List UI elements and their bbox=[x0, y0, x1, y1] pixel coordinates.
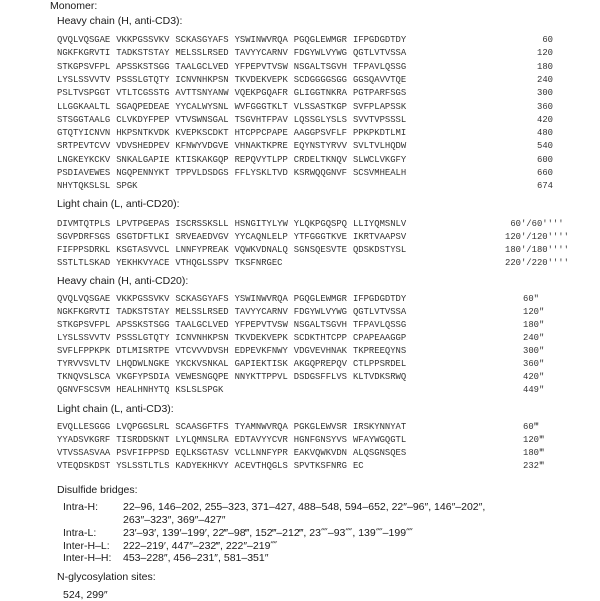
residue-number: 60″ bbox=[523, 294, 539, 304]
sequence-block: SCKASGYAFS bbox=[175, 294, 229, 304]
sequence-block: SCSVMHEALH bbox=[352, 168, 407, 178]
sequence-block: LNNFYPREAK bbox=[175, 245, 229, 255]
sequence-block: LYLQMNSLRA bbox=[175, 435, 229, 445]
sequence-block: EDPEVKFNWY bbox=[234, 346, 288, 356]
monomer-title: Monomer: bbox=[50, 0, 98, 12]
sequence-line bbox=[57, 345, 545, 358]
sequence-block: HKPSNTKVDK bbox=[116, 128, 170, 139]
residue-number: 600 bbox=[537, 154, 553, 165]
sequence-block: YKCKVSNKAL bbox=[175, 359, 229, 369]
sequence-block: TAVYYCARNV bbox=[234, 307, 288, 317]
sequence-block: DTLMISRTPE bbox=[116, 346, 170, 356]
light-chain-cd3-title: Light chain (L, anti-CD3): bbox=[57, 403, 174, 415]
sequence-line bbox=[57, 332, 545, 345]
sequence-block: PSLTVSPGGT bbox=[57, 88, 111, 99]
disulfide-value-intra-l: 23′–93′, 139′–199′, 22‴–98‴, 152‴–212‴, 23⁗–93⁗, 139⁗–199⁗ bbox=[123, 527, 413, 539]
sequence-line bbox=[57, 421, 539, 434]
sequence-block: LLIYQMSNLV bbox=[352, 219, 407, 229]
sequence-line bbox=[57, 257, 569, 270]
sequence-block: QVQLVQSGAE bbox=[57, 294, 111, 304]
sequence-line bbox=[57, 154, 553, 167]
sequence-block: VQWKVDNALQ bbox=[234, 245, 288, 255]
sequence-block: TFPAVLQSSG bbox=[352, 61, 407, 72]
sequence-block: TISRDDSKNT bbox=[116, 435, 170, 445]
sequence-line bbox=[57, 167, 553, 180]
sequence-block: NGQPENNYKT bbox=[116, 168, 170, 178]
sequence-block: LYSLSSVVTV bbox=[57, 333, 111, 343]
sequence-block: TYRVVSVLTV bbox=[57, 359, 111, 369]
sequence-block: DIVMTQTPLS bbox=[57, 219, 111, 229]
sequence-block: PGTPARFSGS bbox=[352, 88, 407, 99]
glycosylation-value: 524, 299″ bbox=[63, 589, 108, 601]
sequence-block: QGTLVTVSSA bbox=[352, 307, 407, 317]
sequence-block: LYSLSSVVTV bbox=[57, 74, 111, 85]
sequence-block: VLSSASTKGP bbox=[293, 101, 348, 112]
sequence-block: YSLSSTLTLS bbox=[116, 461, 170, 471]
sequence-block: TYAMNWVRQA bbox=[234, 422, 288, 432]
sequence-block: YLQKPGQSPQ bbox=[293, 219, 348, 229]
sequence-block: SLWCLVKGFY bbox=[352, 154, 407, 165]
sequence-block: GTQTYICNVN bbox=[57, 128, 111, 139]
sequence-block: SCDGGGGSGG bbox=[293, 74, 348, 85]
sequence-block: HEALHNHYTQ bbox=[116, 385, 170, 395]
sequence-block: YYCALWYSNL bbox=[175, 101, 229, 112]
sequence-line bbox=[57, 87, 553, 100]
sequence-block: YFPEPVTVSW bbox=[234, 320, 288, 330]
heavy-chain-cd3-title: Heavy chain (H, anti-CD3): bbox=[57, 15, 183, 27]
sequence-block: SPGK bbox=[116, 181, 138, 192]
sequence-block: FDGYWLVYWG bbox=[293, 307, 348, 317]
sequence-block: YSWINWVRQA bbox=[234, 294, 288, 304]
heavy-chain-cd20-title: Heavy chain (H, anti-CD20): bbox=[57, 275, 189, 287]
sequence-block: STSGGTAALG bbox=[57, 114, 111, 125]
sequence-block: IFPGDGDTDY bbox=[352, 35, 407, 45]
sequence-block: IKRTVAAPSV bbox=[352, 232, 407, 242]
sequence-block: ICNVNHKPSN bbox=[175, 333, 229, 343]
sequence-block: NNYKTTPPVL bbox=[234, 372, 288, 382]
sequence-block: SPVTKSFNRG bbox=[293, 461, 348, 471]
sequence-block: TPPVLDSDGS bbox=[175, 168, 229, 178]
disulfide-label-inter-hh: Inter-H–H: bbox=[63, 552, 112, 564]
sequence-line bbox=[57, 218, 564, 231]
sequence-block: VHNAKTKPRE bbox=[234, 141, 288, 152]
sequence-block: SVFLFPPKPK bbox=[57, 346, 111, 356]
sequence-line bbox=[57, 371, 545, 384]
sequence-block: TAVYYCARNV bbox=[234, 48, 288, 59]
sequence-line bbox=[57, 74, 553, 87]
sequence-block: YTFGGGTKVE bbox=[293, 232, 348, 242]
sequence-block: DSDGSFFLVS bbox=[293, 372, 348, 382]
sequence-block: NHYTQKSLSL bbox=[57, 181, 111, 192]
sequence-block: YYADSVKGRF bbox=[57, 435, 111, 445]
sequence-block: TKVDEKVEPK bbox=[234, 74, 288, 85]
sequence-block: WVFGGGTKLT bbox=[234, 101, 288, 112]
sequence-line bbox=[57, 447, 545, 460]
sequence-block: ALQSGNSQES bbox=[352, 448, 407, 458]
sequence-block: LPVTPGEPAS bbox=[116, 219, 170, 229]
sequence-block: VTLTCGSSTG bbox=[116, 88, 170, 99]
residue-number: 120′/120′′′′ bbox=[505, 232, 569, 242]
sequence-block: AAGGPSVFLF bbox=[293, 128, 348, 139]
sequence-line bbox=[57, 434, 545, 447]
residue-number: 540 bbox=[537, 141, 553, 152]
residue-number: 60‴ bbox=[523, 422, 539, 432]
sequence-block: QGTLVTVSSA bbox=[352, 48, 407, 59]
sequence-line bbox=[57, 319, 545, 332]
sequence-block: QDSKDSTYSL bbox=[352, 245, 407, 255]
residue-number: 300″ bbox=[523, 346, 545, 356]
sequence-line bbox=[57, 101, 553, 114]
glycosylation-title: N-glycosylation sites: bbox=[57, 571, 156, 583]
sequence-line bbox=[57, 231, 569, 244]
sequence-block: SGAQPEDEAE bbox=[116, 101, 170, 112]
sequence-block: KSGTASVVCL bbox=[116, 245, 170, 255]
sequence-block: MELSSLRSED bbox=[175, 307, 229, 317]
sequence-block: TFPAVLQSSG bbox=[352, 320, 407, 330]
residue-number: 120″ bbox=[523, 307, 545, 317]
disulfide-value-inter-hl: 222–219′, 447″–232‴, 222″–219⁗ bbox=[123, 540, 278, 552]
sequence-block: SNKALGAPIE bbox=[116, 154, 170, 165]
sequence-line bbox=[57, 127, 553, 140]
sequence-block: MELSSLRSED bbox=[175, 48, 229, 59]
sequence-block: ACEVTHQGLS bbox=[234, 461, 288, 471]
sequence-block: NSGALTSGVH bbox=[293, 320, 348, 330]
sequence-block: HTCPPCPAPE bbox=[234, 128, 288, 139]
sequence-block: TAALGCLVED bbox=[175, 320, 229, 330]
sequence-block: SVVTVPSSSL bbox=[352, 114, 407, 125]
sequence-block: GAPIEKTISK bbox=[234, 359, 288, 369]
sequence-block: HGNFGNSYVS bbox=[293, 435, 348, 445]
sequence-line bbox=[57, 34, 553, 47]
sequence-block: KADYEKHKVY bbox=[175, 461, 229, 471]
sequence-block: WFAYWGQGTL bbox=[352, 435, 407, 445]
sequence-block: FIFPPSDRKL bbox=[57, 245, 111, 255]
sequence-block: ICNVNHKPSN bbox=[175, 74, 229, 85]
sequence-block: SVLTVLHQDW bbox=[352, 141, 407, 152]
sequence-block: STKGPSVFPL bbox=[57, 320, 111, 330]
sequence-block: PPKPKDTLMI bbox=[352, 128, 407, 139]
sequence-block: VEWESNGQPE bbox=[175, 372, 229, 382]
sequence-block: TKNQVSLSCA bbox=[57, 372, 111, 382]
sequence-block: EVQLLESGGG bbox=[57, 422, 111, 432]
sequence-block: SGVPDRFSGS bbox=[57, 232, 111, 242]
sequence-block: ISCRSSKSLL bbox=[175, 219, 229, 229]
residue-number: 60 bbox=[542, 35, 553, 45]
residue-number: 420 bbox=[537, 114, 553, 125]
sequence-block: FFLYSKLTVD bbox=[234, 168, 288, 178]
sequence-block: IFPGDGDTDY bbox=[352, 294, 407, 304]
sequence-block: VTHQGLSSPV bbox=[175, 258, 229, 268]
residue-number: 60′/60′′′′ bbox=[505, 219, 564, 229]
residue-number: 180 bbox=[537, 61, 553, 72]
residue-number: 420″ bbox=[523, 372, 545, 382]
sequence-block: KLTVDKSRWQ bbox=[352, 372, 407, 382]
residue-number: 180″ bbox=[523, 320, 545, 330]
sequence-block: GGSQAVVTQE bbox=[352, 74, 407, 85]
residue-number: 120 bbox=[537, 48, 553, 59]
sequence-block: CTLPPSRDEL bbox=[352, 359, 407, 369]
residue-number: 240 bbox=[537, 74, 553, 85]
sequence-block: CRDELTKNQV bbox=[293, 154, 348, 165]
sequence-block: LQSSGLYSLS bbox=[293, 114, 348, 125]
sequence-block: VKKPGSSVKV bbox=[116, 294, 170, 304]
sequence-block: HSNGITYLYW bbox=[234, 219, 288, 229]
sequence-line bbox=[57, 47, 553, 60]
sequence-block: STKGPSVFPL bbox=[57, 61, 111, 72]
sequence-block: FDGYWLVYWG bbox=[293, 48, 348, 59]
sequence-block: LHQDWLNGKE bbox=[116, 359, 170, 369]
sequence-block: VTCVVVDVSH bbox=[175, 346, 229, 356]
sequence-block: KTISKAKGQP bbox=[175, 154, 229, 165]
residue-number: 449″ bbox=[523, 385, 545, 395]
disulfide-title: Disulfide bridges: bbox=[57, 484, 138, 496]
residue-number: 674 bbox=[537, 181, 553, 192]
sequence-block: SCDKTHTCPP bbox=[293, 333, 348, 343]
sequence-block: PGQGLEWMGR bbox=[293, 35, 348, 45]
sequence-block: VTVSWNSGAL bbox=[175, 114, 229, 125]
sequence-block: APSSKSTSGG bbox=[116, 320, 170, 330]
sequence-block: VTVSSASVAA bbox=[57, 448, 111, 458]
sequence-block: SRVEAEDVGV bbox=[175, 232, 229, 242]
sequence-block: EAKVQWKVDN bbox=[293, 448, 348, 458]
disulfide-value-inter-hh: 453–228″, 456–231″, 581–351″ bbox=[123, 552, 269, 564]
sequence-line bbox=[57, 306, 545, 319]
sequence-line bbox=[57, 293, 539, 306]
sequence-block: CPAPEAAGGP bbox=[352, 333, 407, 343]
sequence-block: VQEKPGQAFR bbox=[234, 88, 288, 99]
sequence-block: SCAASGFTFS bbox=[175, 422, 229, 432]
sequence-block: KSRWQQGNVF bbox=[293, 168, 348, 178]
sequence-block: NGKFKGRVTI bbox=[57, 307, 111, 317]
sequence-block: YFPEPVTVSW bbox=[234, 61, 288, 72]
sequence-block: LLGGKAALTL bbox=[57, 101, 111, 112]
sequence-block: PGQGLEWMGR bbox=[293, 294, 348, 304]
disulfide-value-intra-h-cont: 263″–323″, 369″–427″ bbox=[123, 514, 226, 526]
sequence-block: EC bbox=[352, 461, 364, 471]
sequence-block: YYCAQNLELP bbox=[234, 232, 288, 242]
sequence-block: TSGVHTFPAV bbox=[234, 114, 288, 125]
residue-number: 360 bbox=[537, 101, 553, 112]
sequence-block: PSDIAVEWES bbox=[57, 168, 111, 178]
sequence-block: VKGFYPSDIA bbox=[116, 372, 170, 382]
sequence-line bbox=[57, 180, 553, 193]
disulfide-value-intra-h: 22–96, 146–202, 255–323, 371–427, 488–548, 594–652, 22″–96″, 146″–202″, bbox=[123, 501, 486, 513]
sequence-block: VKKPGSSVKV bbox=[116, 35, 170, 45]
sequence-block: AKGQPREPQV bbox=[293, 359, 348, 369]
sequence-block: KVEPKSCDKT bbox=[175, 128, 229, 139]
residue-number: 220′/220′′′′ bbox=[505, 258, 569, 268]
sequence-line bbox=[57, 244, 569, 257]
sequence-block: AVTTSNYANW bbox=[175, 88, 229, 99]
sequence-line bbox=[57, 460, 545, 473]
sequence-block: LVQPGGSLRL bbox=[116, 422, 170, 432]
residue-number: 480 bbox=[537, 128, 553, 139]
sequence-block: NSGALTSGVH bbox=[293, 61, 348, 72]
sequence-block: EQLKSGTASV bbox=[175, 448, 229, 458]
sequence-block: NGKFKGRVTI bbox=[57, 48, 111, 59]
sequence-block: TAALGCLVED bbox=[175, 61, 229, 72]
sequence-block: PSSSLGTQTY bbox=[116, 74, 170, 85]
sequence-block: TADKSTSTAY bbox=[116, 48, 170, 59]
sequence-block: VDGVEVHNAK bbox=[293, 346, 348, 356]
light-chain-cd20-title: Light chain (L, anti-CD20): bbox=[57, 198, 180, 210]
sequence-block: EDTAVYYCVR bbox=[234, 435, 288, 445]
sequence-line bbox=[57, 114, 553, 127]
sequence-block: SCKASGYAFS bbox=[175, 35, 229, 45]
sequence-block: VDVSHEDPEV bbox=[116, 141, 170, 152]
sequence-block: IRSKYNNYAT bbox=[352, 422, 407, 432]
sequence-block: TKSFNRGEC bbox=[234, 258, 283, 268]
residue-number: 300 bbox=[537, 88, 553, 99]
sequence-block: CLVKDYFPEP bbox=[116, 114, 170, 125]
disulfide-label-intra-h: Intra-H: bbox=[63, 501, 99, 513]
sequence-block: APSSKSTSGG bbox=[116, 61, 170, 72]
sequence-block: QVQLVQSGAE bbox=[57, 35, 111, 45]
residue-number: 180‴ bbox=[523, 448, 545, 458]
residue-number: 232‴ bbox=[523, 461, 545, 471]
sequence-block: YSWINWVRQA bbox=[234, 35, 288, 45]
sequence-line bbox=[57, 140, 553, 153]
disulfide-label-inter-hl: Inter-H–L: bbox=[63, 540, 110, 552]
sequence-line bbox=[57, 358, 545, 371]
sequence-block: GLIGGTNKRA bbox=[293, 88, 348, 99]
sequence-block: PGKGLEWVSR bbox=[293, 422, 348, 432]
sequence-block: SSTLTLSKAD bbox=[57, 258, 111, 268]
residue-number: 240″ bbox=[523, 333, 545, 343]
sequence-block: REPQVYTLPP bbox=[234, 154, 288, 165]
sequence-block: KFNWYVDGVE bbox=[175, 141, 229, 152]
disulfide-label-intra-l: Intra-L: bbox=[63, 527, 97, 539]
sequence-block: KSLSLSPGK bbox=[175, 385, 224, 395]
residue-number: 180′/180′′′′ bbox=[505, 245, 569, 255]
sequence-block: VTEQDSKDST bbox=[57, 461, 111, 471]
sequence-block: LNGKEYKCKV bbox=[57, 154, 111, 165]
sequence-block: PSSSLGTQTY bbox=[116, 333, 170, 343]
residue-number: 120‴ bbox=[523, 435, 545, 445]
sequence-line bbox=[57, 384, 545, 397]
sequence-block: EQYNSTYRVV bbox=[293, 141, 348, 152]
residue-number: 660 bbox=[537, 168, 553, 178]
sequence-block: TKVDEKVEPK bbox=[234, 333, 288, 343]
sequence-block: VCLLNNFYPR bbox=[234, 448, 288, 458]
sequence-block: QGNVFSCSVM bbox=[57, 385, 111, 395]
sequence-block: SVFPLAPSSK bbox=[352, 101, 407, 112]
sequence-block: TADKSTSTAY bbox=[116, 307, 170, 317]
residue-number: 360″ bbox=[523, 359, 545, 369]
sequence-block: SRTPEVTCVV bbox=[57, 141, 111, 152]
sequence-block: TKPREEQYNS bbox=[352, 346, 407, 356]
sequence-block: YEKHKVYACE bbox=[116, 258, 170, 268]
sequence-block: PSVFIFPPSD bbox=[116, 448, 170, 458]
sequence-line bbox=[57, 61, 553, 74]
sequence-block: SGNSQESVTE bbox=[293, 245, 348, 255]
sequence-block: GSGTDFTLKI bbox=[116, 232, 170, 242]
